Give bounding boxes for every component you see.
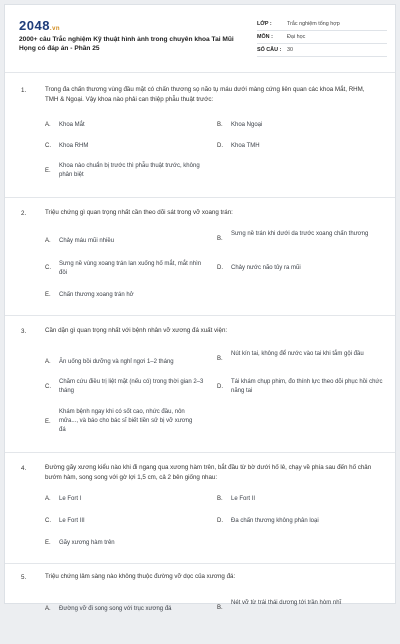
option-letter: B. — [217, 356, 223, 362]
option-text: Chảy nước não tủy ra mũi — [231, 265, 301, 271]
meta-value: Trắc nghiệm tổng hợp — [287, 21, 340, 27]
question-text: Triệu chứng gì quan trọng nhất cần theo dõi sát trong vỡ xoang trán: — [45, 209, 233, 216]
option-letter: E. — [45, 292, 51, 298]
document-title: 2000+ câu Trắc nghiệm Kỹ thuật hình ảnh trong chuyên khoa Tai Mũi Họng có đáp án - Phần 25 — [19, 36, 234, 52]
question-number: 2. — [21, 210, 27, 217]
logo-text: 2048 — [19, 18, 50, 33]
option-text: Le Fort I — [59, 496, 82, 502]
question-text: Triệu chứng lâm sàng nào không thuộc đường vỡ dọc của xương đá: — [45, 573, 236, 580]
meta-row-subject — [257, 31, 387, 44]
option-letter: D. — [217, 518, 223, 524]
question-number: 5. — [21, 574, 27, 581]
question-number: 4. — [21, 465, 27, 472]
meta-row-count — [257, 44, 387, 57]
option-text: Gãy xương hàm trên — [59, 540, 115, 546]
option-text: Le Fort III — [59, 518, 85, 524]
option-text: Khám bệnh ngay khi có sốt cao, nhức đầu, nôn mửa..., và báo cho bác sĩ biết tiền sử bị vỡ xương đá — [59, 409, 193, 433]
meta-row-class — [257, 18, 387, 31]
meta-key: LỚP : — [257, 21, 272, 27]
option-text: Sưng nề vùng xoang trán lan xuống hố mắt, mắt nhìn đôi — [59, 261, 202, 276]
option-text: Chăm cứu điều trị liệt mặt (nếu có) trong thời gian 2–3 tháng — [59, 379, 204, 394]
meta-key: MÔN : — [257, 34, 273, 40]
option-letter: B. — [217, 122, 223, 128]
question-number: 3. — [21, 328, 27, 335]
option-text: Le Fort II — [231, 496, 256, 502]
option-letter: A. — [45, 122, 51, 128]
option-text: Khoa Mắt — [59, 122, 85, 128]
question-text: Đường gãy xương kiểu nào khi đi ngang qua xương hàm trên, bắt đầu từ bờ dưới hố lê, chạy về phía sau đến hố chân bướm hàm, song song với gờ lợi 1,5 cm, cả 2 bên giống nhau: — [45, 464, 372, 481]
option-letter: E. — [45, 540, 51, 546]
option-letter: A. — [45, 359, 51, 365]
option-text: Khoa Ngoại — [231, 122, 263, 128]
question-1 — [5, 75, 395, 198]
document-meta — [257, 18, 387, 57]
document-page — [4, 4, 396, 612]
question-3 — [5, 316, 395, 453]
header-divider — [5, 72, 395, 73]
question-2 — [5, 198, 395, 316]
question-5 — [5, 564, 395, 644]
option-letter: C. — [45, 384, 51, 390]
option-text: Nút kín tai, không để nước vào tai khi tắm gội đầu — [231, 351, 364, 357]
question-text: Cần dặn gì quan trọng nhất với bệnh nhân vỡ xương đá xuất viện: — [45, 327, 228, 334]
option-text: Đa chấn thương không phân loại — [231, 518, 319, 524]
option-letter: D. — [217, 265, 223, 271]
option-letter: B. — [217, 496, 223, 502]
option-letter: A. — [45, 496, 51, 502]
option-letter: C. — [45, 518, 51, 524]
meta-value: Đại học — [287, 34, 306, 40]
question-text: Trong đa chấn thương vùng đầu mặt có chấn thương sọ não tụ máu dưới màng cứng liên quan các khoa Mắt, RHM, TMH & Ngoại. Vậy khoa nào phải can thiệp phẫu thuật trước: — [45, 86, 365, 103]
option-text: Nét vỡ từ trái thái dương tới trần hòm nhĩ — [231, 600, 342, 606]
option-letter: C. — [45, 265, 51, 271]
option-letter: B. — [217, 605, 223, 611]
option-text: Đường vỡ đi song song với trục xương đá — [59, 606, 172, 612]
meta-value: 30 — [287, 47, 293, 53]
option-text: Chấn thương xoang trán hở — [59, 292, 134, 298]
option-letter: B. — [217, 236, 223, 242]
option-text: Chảy máu mũi nhiều — [59, 238, 115, 244]
option-letter: E. — [45, 419, 51, 425]
option-letter: A. — [45, 238, 51, 244]
option-letter: D. — [217, 143, 223, 149]
option-text: Ăn uống bồi dưỡng và nghỉ ngơi 1–2 tháng — [59, 359, 174, 365]
option-text: Khoa nào chuẩn bị trước thì phẫu thuật trước, không phân biệt — [59, 163, 200, 178]
option-letter: D. — [217, 384, 223, 390]
question-4 — [5, 453, 395, 564]
option-letter: E. — [45, 168, 51, 174]
option-text: Khoa TMH — [231, 143, 260, 149]
site-logo[interactable] — [19, 18, 60, 33]
logo-suffix: .vn — [49, 26, 61, 32]
question-list — [5, 75, 395, 644]
document-header — [5, 5, 395, 69]
option-text: Khoa RHM — [59, 143, 89, 149]
question-number: 1. — [21, 87, 27, 94]
option-letter: C. — [45, 143, 51, 149]
option-letter: A. — [45, 606, 51, 612]
meta-key: SỐ CÂU : — [257, 47, 282, 53]
option-text: Tái khám chụp phim, đo thính lực theo dõi phục hồi chức năng tai — [231, 379, 383, 394]
option-text: Sưng nề trán khi dưới da trước xoang chấn thương — [231, 231, 369, 237]
